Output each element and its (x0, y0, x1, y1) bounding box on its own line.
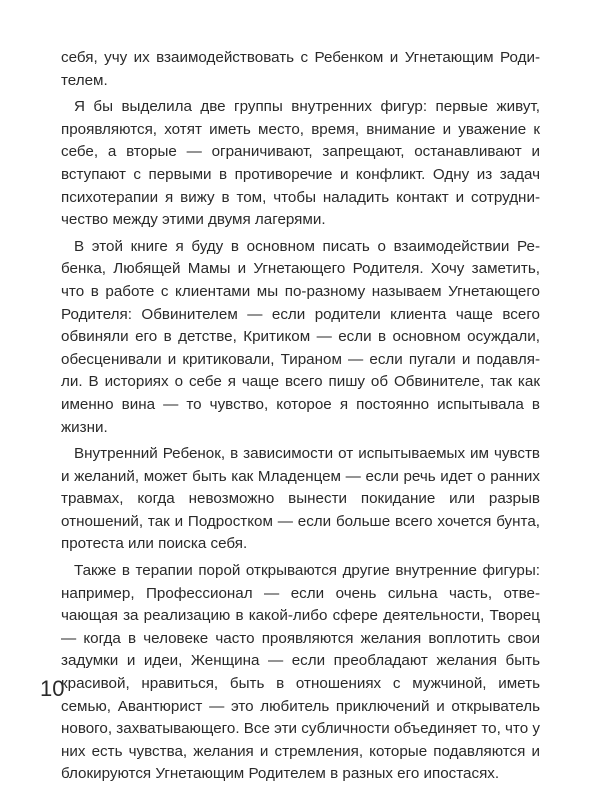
body-text (61, 47, 540, 786)
paragraph-inner-child: Внутренний Ребенок, в зависимости от испытываемых им чувств и желаний, может быть как Младенцем — если речь идет о ранних травмах, когда невозможно вынести покидание или разрыв отношений, так и Подростком — если больше всего хочется бунта, протеста или поиска себя. (61, 445, 540, 553)
paragraph-book-focus: В этой книге я буду в основном писать о взаимодействии Ребенка, Любящей Мамы и Угнетающего Родителя. Хочу заметить, что в работе с клиентами мы по-разному называем Угнетающего Родителя: Обвинителем — если родители клиента чаще всего обвиняли его в детстве, Критиком — если в основном осуждали, обесценивали и критиковали, Тираном — если пугали и подавляли. В историях о себе я чаще всего пишу об Обвинителе, так как именно вина — то чувство, которое я постоянно испытывала в жизни. (61, 237, 540, 436)
page-number: 10 (40, 676, 65, 701)
paragraph-other-figures: Также в терапии порой открываются другие внутренние фигуры: например, Профессионал — если очень сильна часть, отвечающая за реализацию в какой-либо сфере деятельности, Творец — когда в человеке часто проявляются желания воплотить свои задумки и идеи, Женщина — если преобладают желания быть красивой, нравиться, быть в отношениях с мужчиной, иметь семью, Авантюрист — это любитель приключений и открыватель нового, захватывающего. Все эти субличности объединяет то, что у них есть чувства, желания и стремления, которые подавляются и блокируются Угнетающим Родителем в разных его ипостасях. (61, 562, 540, 783)
paragraph-inner-figures: Я бы выделила две группы внутренних фигур: первые живут, проявляются, хотят иметь место, время, внимание и уважение к себе, а вторые — ограничивают, запрещают, останавливают и вступают с первыми в противоречие и конфликт. Одну из задач психотерапии я вижу в том, чтобы наладить контакт и сотрудничество между этими двумя лагерями. (61, 98, 540, 229)
paragraph-continuation: себя, учу их взаимодействовать с Ребенком и Угнетающим Родителем. (61, 49, 540, 89)
